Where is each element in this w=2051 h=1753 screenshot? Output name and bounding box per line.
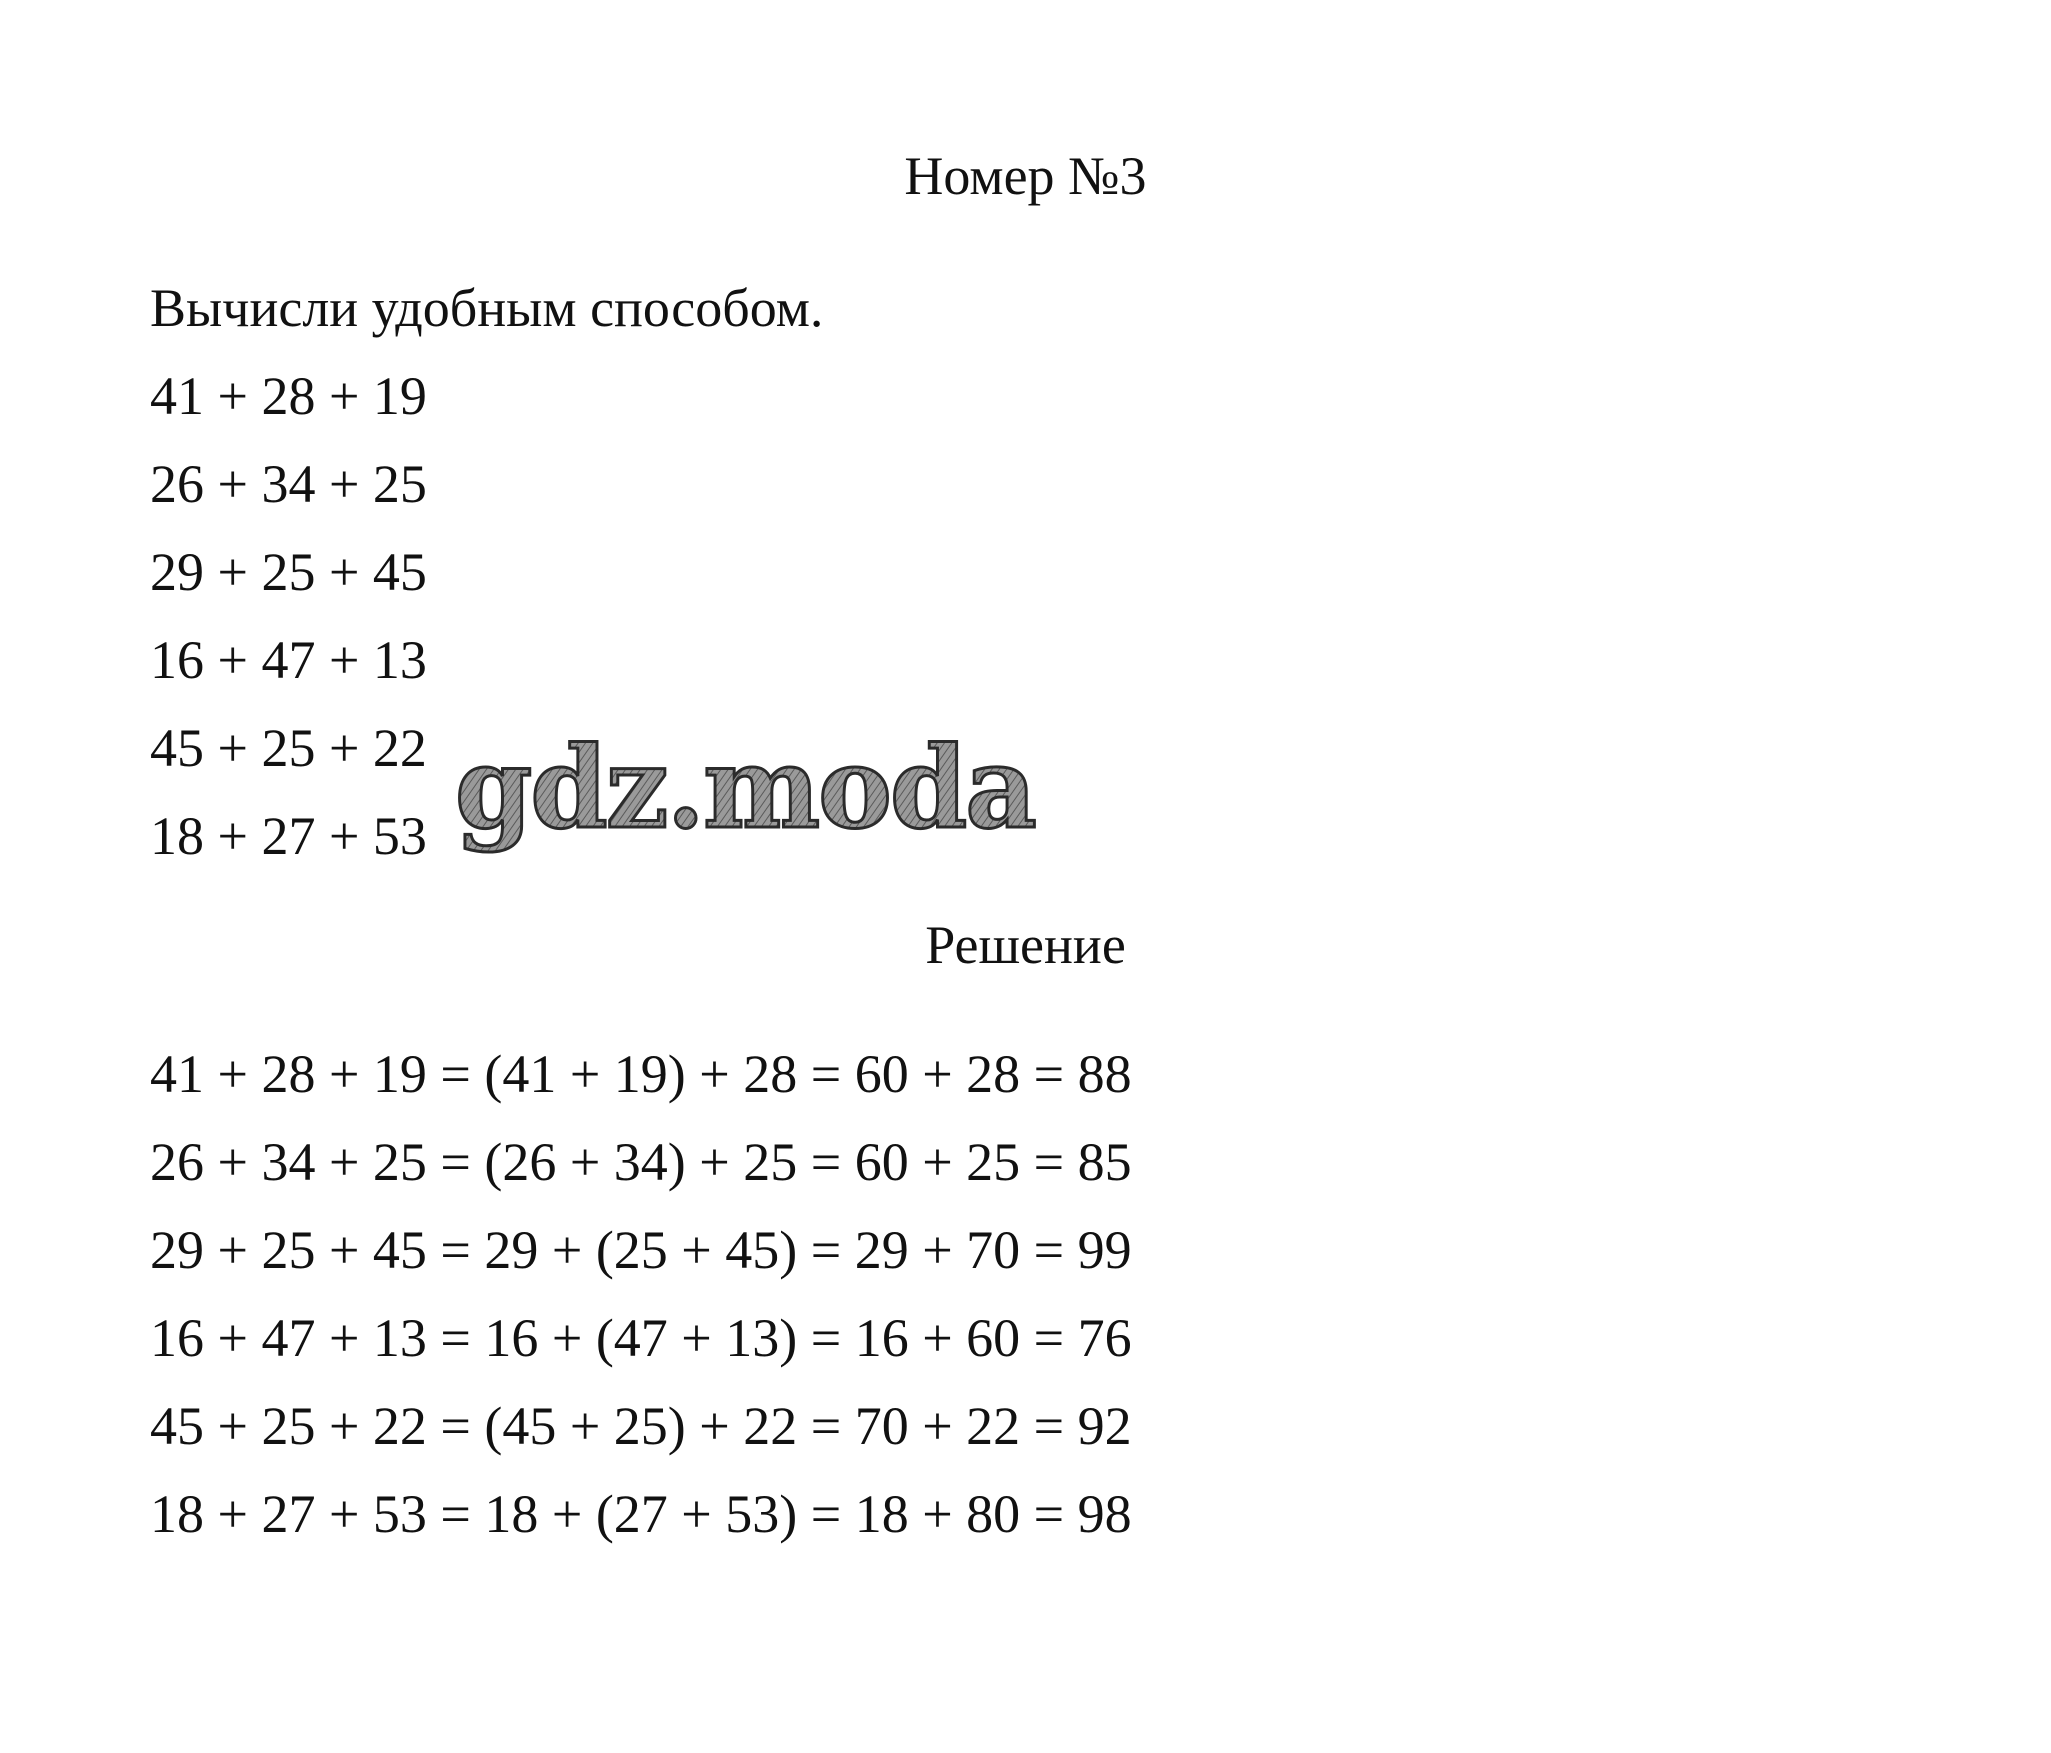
solution-line: 16 + 47 + 13 = 16 + (47 + 13) = 16 + 60 = 76 — [150, 1308, 1132, 1368]
expression-item: 16 + 47 + 13 — [150, 630, 427, 690]
watermark-text: gdz.moda — [455, 725, 1035, 854]
expression-item: 18 + 27 + 53 — [150, 806, 427, 866]
expression-item: 29 + 25 + 45 — [150, 542, 427, 602]
page-title: Номер №3 — [904, 146, 1147, 206]
solution-line: 29 + 25 + 45 = 29 + (25 + 45) = 29 + 70 = 99 — [150, 1220, 1132, 1280]
solution-line: 26 + 34 + 25 = (26 + 34) + 25 = 60 + 25 = 85 — [150, 1132, 1132, 1192]
expression-item: 41 + 28 + 19 — [150, 366, 427, 426]
watermark-logo — [451, 725, 1041, 865]
solution-line: 45 + 25 + 22 = (45 + 25) + 22 = 70 + 22 = 92 — [150, 1396, 1132, 1456]
expression-item: 26 + 34 + 25 — [150, 454, 427, 514]
task-prompt: Вычисли удобным способом. — [150, 278, 824, 338]
solution-line: 18 + 27 + 53 = 18 + (27 + 53) = 18 + 80 = 98 — [150, 1484, 1132, 1544]
expression-item: 45 + 25 + 22 — [150, 718, 427, 778]
solution-list — [150, 1030, 1132, 1558]
solution-title: Решение — [925, 915, 1126, 975]
solution-line: 41 + 28 + 19 = (41 + 19) + 28 = 60 + 28 = 88 — [150, 1044, 1132, 1104]
